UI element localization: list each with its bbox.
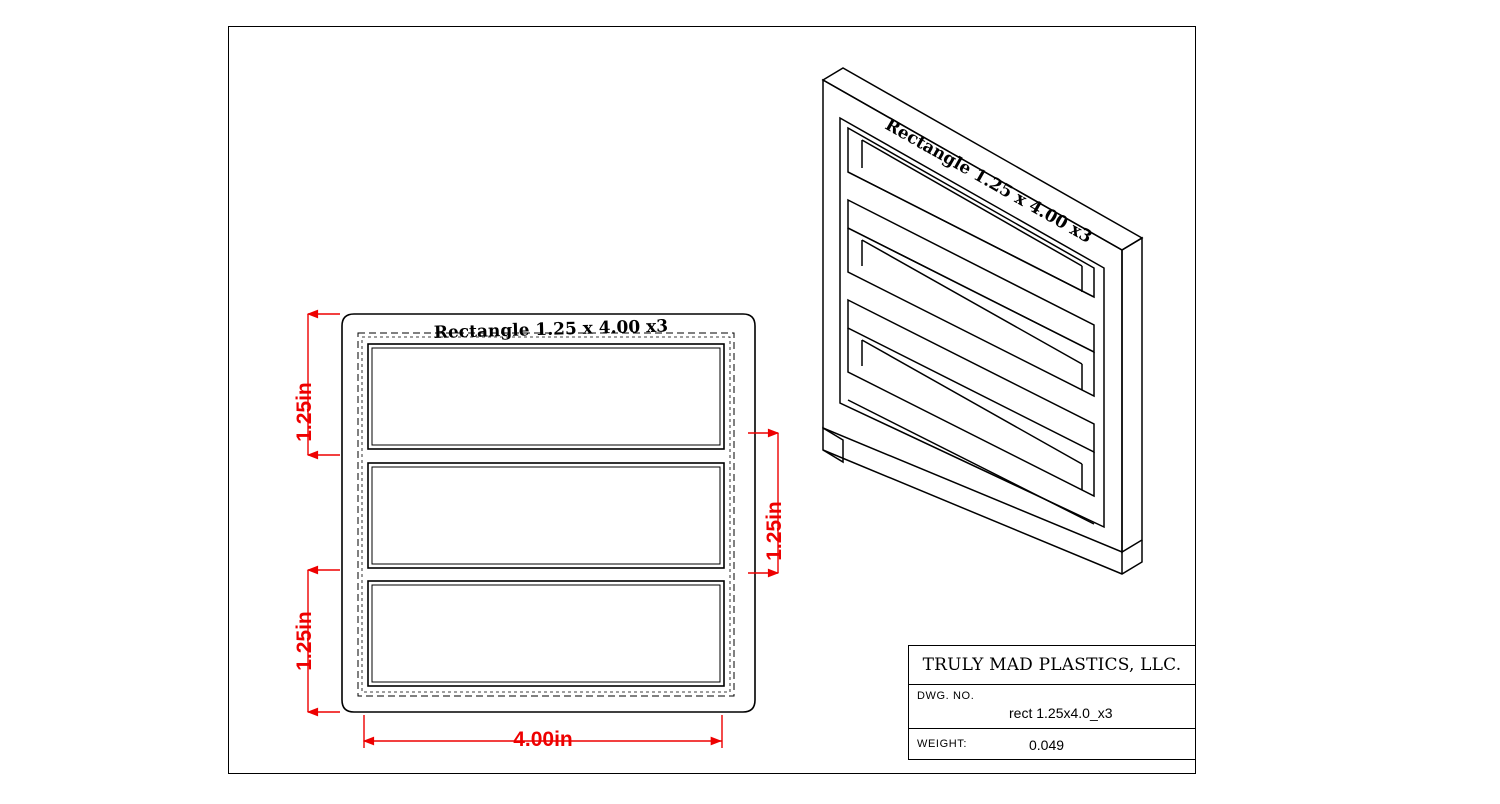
dim-label-height-3: 1.25in [293,611,316,671]
company-name: TRULY MAD PLASTICS, LLC. [909,646,1195,685]
iso-cavity-1-floor-edge [848,172,1094,297]
weight-row [909,729,1195,761]
engraved-label-iso: Rectangle 1.25 x 4.00 x3 [881,114,1096,248]
dwg-no-value: rect 1.25x4.0_x3 [1009,705,1113,721]
isometric-view [823,68,1142,574]
dim-label-height-1: 1.25in [293,382,316,442]
front-view [342,314,755,712]
dim-label-width: 4.00in [513,728,573,751]
iso-top-edge [823,68,1142,250]
plate-outline [342,314,755,712]
dwg-no-row [909,685,1195,729]
cavity-1-inner [372,348,720,445]
weight-value: 0.049 [1029,737,1065,753]
iso-bottom-inner-edge [848,400,1094,524]
iso-right-edge [1122,238,1142,552]
cavity-3-outer [368,581,724,686]
dwg-no-label: DWG. NO. [917,690,975,702]
engraved-label-front: Rectangle 1.25 x 4.00 x3 [433,316,669,343]
cavity-2-inner [372,467,720,564]
cavity-2-outer [368,463,724,568]
cavity-3-inner [372,585,720,682]
plate-inner-dashed-outline [358,333,734,696]
dim-label-height-2: 1.25in [763,501,786,561]
iso-rib-2 [848,300,1094,452]
title-block [908,645,1196,760]
cavity-1-outer [368,344,724,449]
weight-label: WEIGHT: [917,738,968,750]
plate-inner-dashed-outline-2 [362,337,730,692]
